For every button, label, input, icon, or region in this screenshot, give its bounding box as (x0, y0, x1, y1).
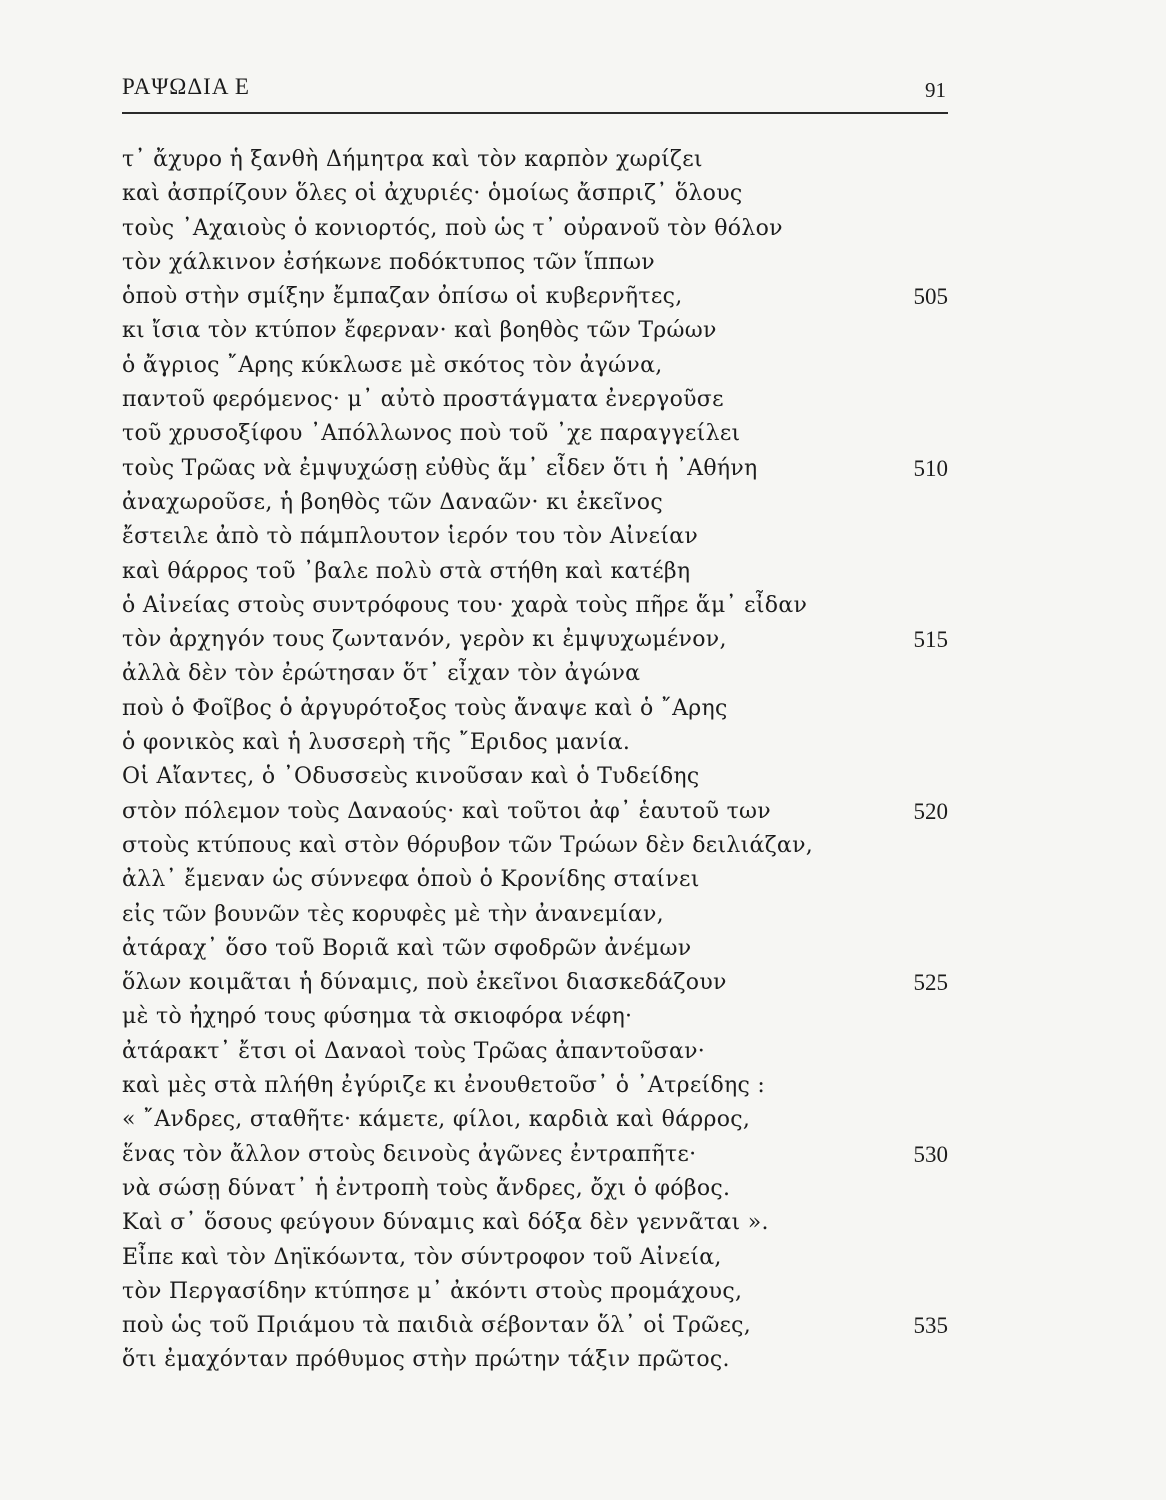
verse-line (122, 452, 948, 486)
verse-line (122, 383, 948, 417)
verse-line (122, 1309, 948, 1343)
verse-line (122, 1343, 948, 1377)
verse-text: ὅτι ἐμαχόνταν πρόθυμος στὴν πρώτην τάξιν πρῶτος. (122, 1347, 730, 1373)
verse-line (122, 1172, 948, 1206)
verse-line (122, 349, 948, 383)
verse-line (122, 280, 948, 314)
verse-text: καὶ ἀσπρίζουν ὅλες οἱ ἀχυριές· ὁμοίως ἄσπριζ᾿ ὅλους (122, 181, 743, 207)
verse-line (122, 1103, 948, 1137)
verse-text: τὸν ἀρχηγόν τους ζωντανόν, γερὸν κι ἐμψυχωμένον, (122, 627, 727, 653)
verse-text: « ῎Ανδρες, σταθῆτε· κάμετε, φίλοι, καρδιὰ καὶ θάρρος, (122, 1107, 751, 1133)
verse-text: ἔστειλε ἀπὸ τὸ πάμπλουτον ἱερόν του τὸν Αἰνείαν (122, 524, 699, 550)
verse-text: παντοῦ φερόμενος· μ᾿ αὐτὸ προστάγματα ἐνεργοῦσε (122, 387, 724, 413)
verse-text: τὸν χάλκινον ἐσήκωνε ποδόκτυπος τῶν ἵππων (122, 249, 655, 275)
verse-line (122, 692, 948, 726)
line-number: 525 (913, 970, 948, 996)
verse-line (122, 177, 948, 211)
verse-line (122, 1206, 948, 1240)
line-number: 530 (913, 1141, 948, 1167)
line-number: 520 (913, 798, 948, 824)
page-header (122, 72, 948, 112)
verse-text: ποὺ ὡς τοῦ Πριάμου τὰ παιδιὰ σέβονταν ὅλ᾿ οἱ Τρῶες, (122, 1313, 752, 1339)
verse-line (122, 795, 948, 829)
line-number: 535 (913, 1313, 948, 1339)
verse-line (122, 212, 948, 246)
header-rule (122, 112, 948, 114)
verse-text: ὁ Αἰνείας στοὺς συντρόφους του· χαρὰ τοὺς πῆρε ἅμ᾿ εἶδαν (122, 592, 808, 618)
verse-line (122, 314, 948, 348)
verse-line (122, 829, 948, 863)
verse-line (122, 1138, 948, 1172)
verse-line (122, 760, 948, 794)
verse-text: ἀτάρακτ᾿ ἔτσι οἱ Δαναοὶ τοὺς Τρῶας ἀπαντοῦσαν· (122, 1038, 706, 1064)
verse-text: ἀλλὰ δὲν τὸν ἐρώτησαν ὅτ᾿ εἶχαν τὸν ἀγώνα (122, 661, 641, 687)
verse-text: εἰς τῶν βουνῶν τὲς κορυφὲς μὲ τὴν ἀνανεμίαν, (122, 901, 664, 927)
verse-line (122, 1035, 948, 1069)
verse-text: Εἶπε καὶ τὸν Δηϊκόωντα, τὸν σύντροφον τοῦ Αἰνεία, (122, 1244, 722, 1270)
verse-text: Καὶ σ᾿ ὅσους φεύγουν δύναμις καὶ δόξα δὲν γεννᾶται ». (122, 1210, 769, 1236)
verse-text: ὅλων κοιμᾶται ἡ δύναμις, ποὺ ἐκεῖνοι διασκεδάζουν (122, 970, 727, 996)
verse-line (122, 932, 948, 966)
verse-text: τὸν Περγασίδην κτύπησε μ᾿ ἀκόντι στοὺς προμάχους, (122, 1278, 743, 1304)
verse-text: ἕνας τὸν ἄλλον στοὺς δεινοὺς ἀγῶνες ἐντραπῆτε· (122, 1141, 697, 1167)
verse-text: ἀλλ᾿ ἔμεναν ὡς σύννεφα ὁποὺ ὁ Κρονίδης σταίνει (122, 867, 700, 893)
verse-line (122, 589, 948, 623)
verse-line (122, 1275, 948, 1309)
verse-text: ἀτάραχ᾿ ὅσο τοῦ Βοριᾶ καὶ τῶν σφοδρῶν ἀνέμων (122, 935, 692, 961)
verse-text: τοῦ χρυσοξίφου ᾿Απόλλωνος ποὺ τοῦ ᾿χε παραγγείλει (122, 421, 741, 447)
verse-line (122, 657, 948, 691)
page-number: 91 (925, 78, 946, 102)
verse-line (122, 143, 948, 177)
verse-line (122, 726, 948, 760)
verse-text: τοὺς ᾿Αχαιοὺς ὁ κονιορτός, ποὺ ὡς τ᾿ οὐρανοῦ τὸν θόλον (122, 215, 783, 241)
verse-line (122, 246, 948, 280)
verse-text: στὸν πόλεμον τοὺς Δαναούς· καὶ τοῦτοι ἀφ᾿ ἑαυτοῦ των (122, 798, 771, 824)
line-number: 510 (913, 455, 948, 481)
verse-text: μὲ τὸ ἠχηρό τους φύσημα τὰ σκιοφόρα νέφη· (122, 1004, 633, 1030)
verse-text: ἀναχωροῦσε, ἡ βοηθὸς τῶν Δαναῶν· κι ἐκεῖνος (122, 489, 663, 515)
verse-text: καὶ θάρρος τοῦ ᾿βαλε πολὺ στὰ στήθη καὶ κατέβη (122, 558, 691, 584)
verse-text: Οἱ Αἴαντες, ὁ ᾿Οδυσσεὺς κινοῦσαν καὶ ὁ Τυδείδης (122, 764, 700, 790)
verse-line (122, 898, 948, 932)
verse-text: ὁ φονικὸς καὶ ἡ λυσσερὴ τῆς ῎Εριδος μανία. (122, 730, 631, 756)
running-head: ΡΑΨΩΔΙΑ Ε (122, 74, 250, 99)
verse-text: ὁ ἄγριος ῎Αρης κύκλωσε μὲ σκότος τὸν ἀγώνα, (122, 352, 663, 378)
verse-text: νὰ σώσῃ δύνατ᾿ ἡ ἐντροπὴ τοὺς ἄνδρες, ὄχι ὁ φόβος. (122, 1175, 731, 1201)
verse-line (122, 486, 948, 520)
verse-line (122, 1241, 948, 1275)
verse-text: ὁποὺ στὴν σμίξην ἔμπαζαν ὀπίσω οἱ κυβερνῆτες, (122, 284, 683, 310)
verse-line (122, 555, 948, 589)
verse-line (122, 863, 948, 897)
verse-line (122, 966, 948, 1000)
verse-line (122, 1069, 948, 1103)
verse-text: κι ἴσια τὸν κτύπον ἔφερναν· καὶ βοηθὸς τῶν Τρώων (122, 318, 717, 344)
line-number: 505 (913, 284, 948, 310)
line-number: 515 (913, 627, 948, 653)
verse-text: στοὺς κτύπους καὶ στὸν θόρυβον τῶν Τρώων δὲν δειλιάζαν, (122, 832, 814, 858)
verse-line (122, 417, 948, 451)
verse-text: καὶ μὲς στὰ πλήθη ἐγύριζε κι ἐνουθετοῦσ᾿ ὁ ᾿Ατρείδης : (122, 1073, 766, 1099)
verse-text: τοὺς Τρῶας νὰ ἐμψυχώσῃ εὐθὺς ἅμ᾿ εἶδεν ὅτι ἡ ᾿Αθήνη (122, 455, 758, 481)
verse-line (122, 623, 948, 657)
verse-block (122, 143, 948, 1378)
verse-line (122, 1000, 948, 1034)
verse-text: τ᾿ ἄχυρο ἡ ξανθὴ Δήμητρα καὶ τὸν καρπὸν χωρίζει (122, 147, 703, 172)
verse-text: ποὺ ὁ Φοῖβος ὁ ἀργυρότοξος τοὺς ἄναψε καὶ ὁ ῎Αρης (122, 695, 728, 721)
verse-line (122, 520, 948, 554)
